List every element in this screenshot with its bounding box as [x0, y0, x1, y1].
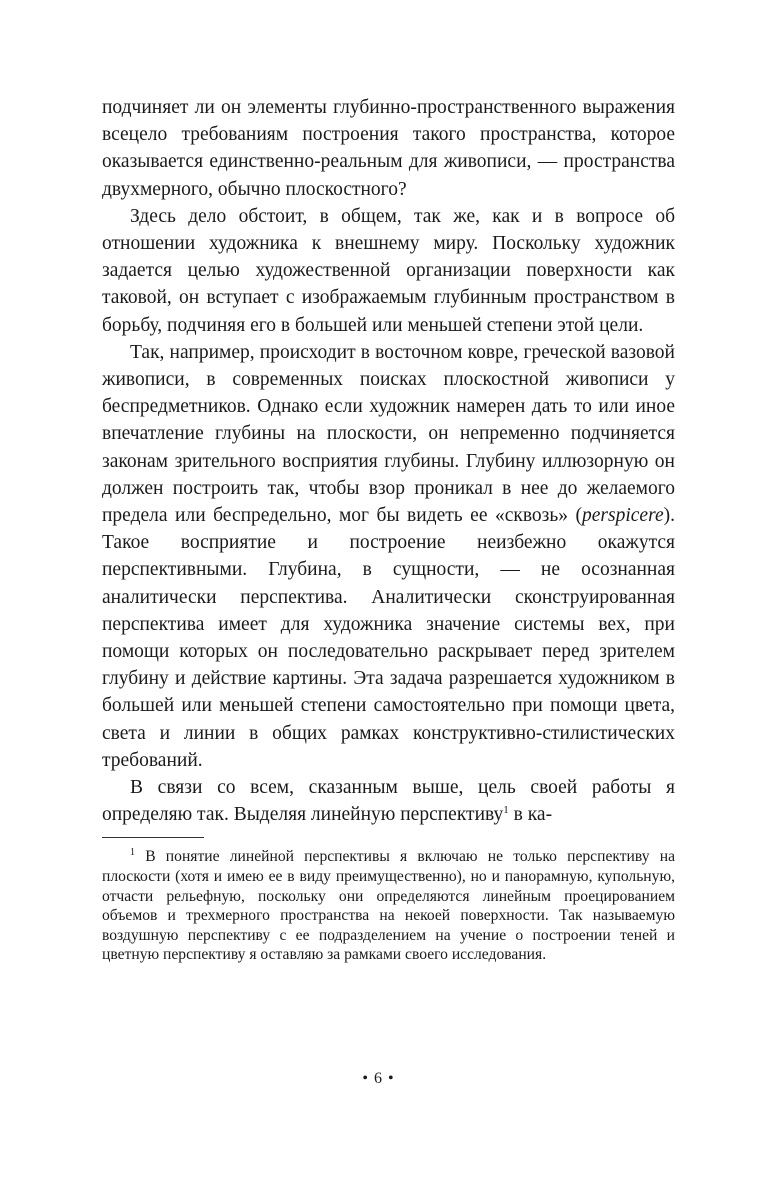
paragraph-4-text-start: В связи со всем, сказанным выше, цель своей работы я определяю так. Выделяя линейную перспективу: [102, 777, 675, 826]
paragraph-1-text: подчиняет ли он элементы глубинно-пространственного выражения всецело требованиям построения такого пространства, которое оказывается единственно-реальным для живописи, — пространства двухмерного, обычно плоскостного?: [102, 97, 675, 200]
paragraph-3-text-start: Так, например, происходит в восточном ковре, греческой вазовой живописи, в современных поисках плоскостной живописи у беспредметников. Однако если художник намерен дать то или иное впечатление глубины на плоскости, он непременно подчиняется законам зрительного восприятия глубины. Глубину иллюзорную он должен построить так, чтобы взор проникал в нее до желаемого предела или беспредельно, мог бы видеть ее «сквозь» (: [102, 341, 675, 527]
paragraph-3-text-end: ). Такое восприятие и построение неизбежно окажутся перспективными. Глубина, в сущности, — не осознанная аналитически перспектива. Аналитически сконструированная перспектива имеет для художника значение системы вех, при помощи которых он последовательно раскрывает перед зрителем глубину и действие картины. Эта задача разрешается художником в большей или меньшей степени самостоятельно при помощи цвета, света и линии в общих рамках конструктивно-стилистических требований.: [102, 505, 675, 771]
footnote-paragraph: [102, 847, 675, 965]
footnote-text: В понятие линейной перспективы я включаю не только перспективу на плоскости (хотя и имею ее в виду преимущественно), но и панорамную, купольную, отчасти рельефную, поскольку они определяются линейным проецированием объемов и трехмерного пространства на некоей поверхности. Так называемую воздушную перспективу с ее подразделением на учение о построении теней и цветную перспективу я оставляю за рамками своего исследования.: [102, 848, 675, 964]
footnote-divider: [102, 837, 204, 838]
page-number: • 6 •: [362, 1070, 395, 1087]
paragraph-2: [102, 203, 675, 339]
footnote-reference[interactable]: 1: [503, 804, 509, 817]
paragraph-4: [102, 774, 675, 828]
paragraph-4-text-end: в ка-: [508, 804, 553, 826]
latin-term: perspicere: [582, 505, 664, 527]
paragraph-2-text: Здесь дело обстоит, в общем, так же, как и в вопросе об отношении художника к внешнему миру. Поскольку художник задается целью художественной организации поверхности как таковой, он вступает с изображаемым глубинным пространством в борьбу, подчиняя его в большей или меньшей степени этой цели.: [102, 205, 675, 336]
footnote: [102, 847, 675, 965]
body-text: [102, 94, 675, 828]
paragraph-3: [102, 339, 675, 774]
page-content: [102, 94, 675, 965]
paragraph-1: [102, 94, 675, 203]
footnote-mark: 1: [130, 847, 135, 859]
